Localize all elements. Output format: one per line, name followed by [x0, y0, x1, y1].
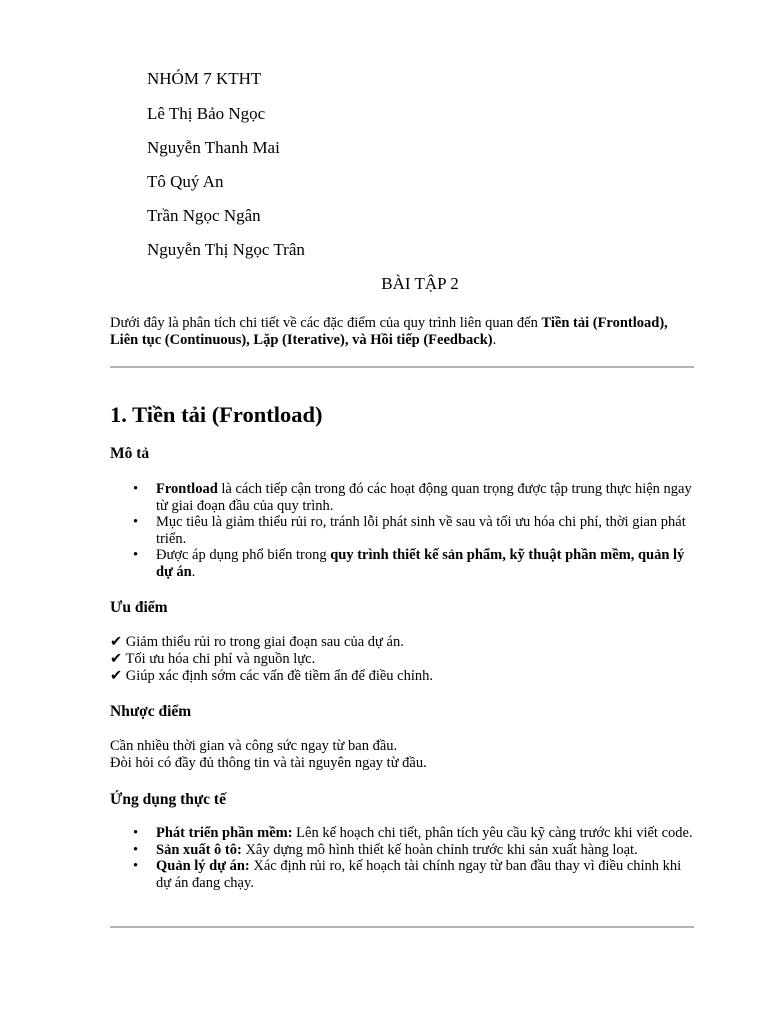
bullet-icon: • — [133, 514, 139, 530]
item-text: Giảm thiểu rủi ro trong giai đoạn sau của dự án. — [125, 634, 404, 650]
document-title: BÀI TẬP 2 — [381, 274, 459, 293]
item-text: Mục tiêu là giảm thiểu rủi ro, tránh lỗi phát sinh về sau và tối ưu hóa chi phí, thời gian phát triển. — [156, 514, 686, 547]
bullet-icon: • — [133, 547, 139, 563]
item-text: Đòi hỏi có đầy đủ thông tin và tài nguyên ngay từ đầu. — [110, 755, 427, 771]
item-text: Xây dựng mô hình thiết kế hoàn chỉnh trước khi sản xuất hàng loạt. — [241, 841, 638, 858]
item-bold: quy trình thiết kế sản phẩm, kỹ thuật phần mềm, quản lý dự án — [156, 547, 685, 580]
item-text: Tối ưu hóa chi phí và nguồn lực. — [125, 651, 316, 667]
intro-text: Dưới đây là phân tích chi tiết về các đặc điểm của quy trình liên quan đến — [110, 315, 542, 331]
intro-paragraph — [110, 315, 695, 349]
list-item — [110, 668, 695, 685]
intro-bold-terms: Tiền tải (Frontload), Liên tục (Continuous), Lặp (Iterative), và Hồi tiếp (Feedback) — [110, 315, 668, 348]
item-text: Lên kế hoạch chi tiết, phân tích yêu cầu kỹ càng trước khi viết code. — [292, 825, 693, 841]
item-bold: Sản xuất ô tô: — [156, 841, 242, 858]
list-item — [110, 634, 695, 651]
list-item — [110, 481, 695, 514]
horizontal-rule — [110, 926, 694, 928]
member-name: Trần Ngọc Ngân — [147, 206, 261, 225]
item-text: Giúp xác định sớm các vấn đề tiềm ẩn để điều chỉnh. — [125, 668, 434, 684]
applications-list — [110, 825, 695, 891]
horizontal-rule — [110, 366, 694, 368]
subheading-applications: Ứng dụng thực tế — [110, 791, 226, 808]
list-item — [110, 514, 695, 547]
item-bold: Frontload — [156, 481, 218, 497]
item-text: là cách tiếp cận trong đó các hoạt động quan trọng được tập trung thực hiện ngay từ giai đoạn đầu của quy trình. — [156, 481, 692, 514]
list-item — [110, 842, 695, 859]
bullet-icon: • — [133, 481, 139, 497]
member-name: Lê Thị Bảo Ngọc — [147, 104, 266, 123]
checkmark-icon: ✔ — [110, 668, 123, 684]
item-text: Xác định rủi ro, kế hoạch tài chính ngay từ ban đầu thay vì điều chỉnh khi dự án đang chạy. — [156, 858, 682, 891]
list-item — [110, 755, 695, 772]
bullet-icon: • — [133, 825, 139, 841]
item-text: Cần nhiều thời gian và công sức ngay từ ban đầu. — [110, 738, 398, 754]
checkmark-icon: ✔ — [110, 634, 123, 650]
checkmark-icon: ✔ — [110, 651, 123, 667]
intro-end: . — [492, 332, 497, 348]
list-item — [110, 858, 695, 891]
item-text: Được áp dụng phổ biến trong — [156, 547, 331, 563]
member-name: Nguyễn Thị Ngọc Trân — [147, 240, 305, 259]
advantages-list — [110, 634, 695, 685]
disadvantages-list — [110, 738, 695, 772]
bullet-icon: • — [133, 841, 139, 858]
bullet-icon: • — [133, 858, 139, 874]
list-item — [110, 547, 695, 580]
group-name: NHÓM 7 KTHT — [147, 69, 262, 88]
subheading-description: Mô tả — [110, 445, 150, 462]
item-bold: Phát triển phần mềm: — [156, 825, 293, 841]
subheading-advantages: Ưu điểm — [110, 599, 168, 616]
description-list — [110, 481, 695, 580]
list-item — [110, 825, 695, 842]
item-bold: Quản lý dự án: — [156, 858, 250, 874]
member-name: Tô Quý An — [147, 172, 224, 191]
subheading-disadvantages: Nhược điểm — [110, 703, 192, 720]
list-item — [110, 738, 695, 755]
list-item — [110, 651, 695, 668]
member-name: Nguyễn Thanh Mai — [147, 138, 280, 157]
section-heading: 1. Tiền tải (Frontload) — [110, 402, 323, 427]
item-text: . — [191, 563, 196, 580]
